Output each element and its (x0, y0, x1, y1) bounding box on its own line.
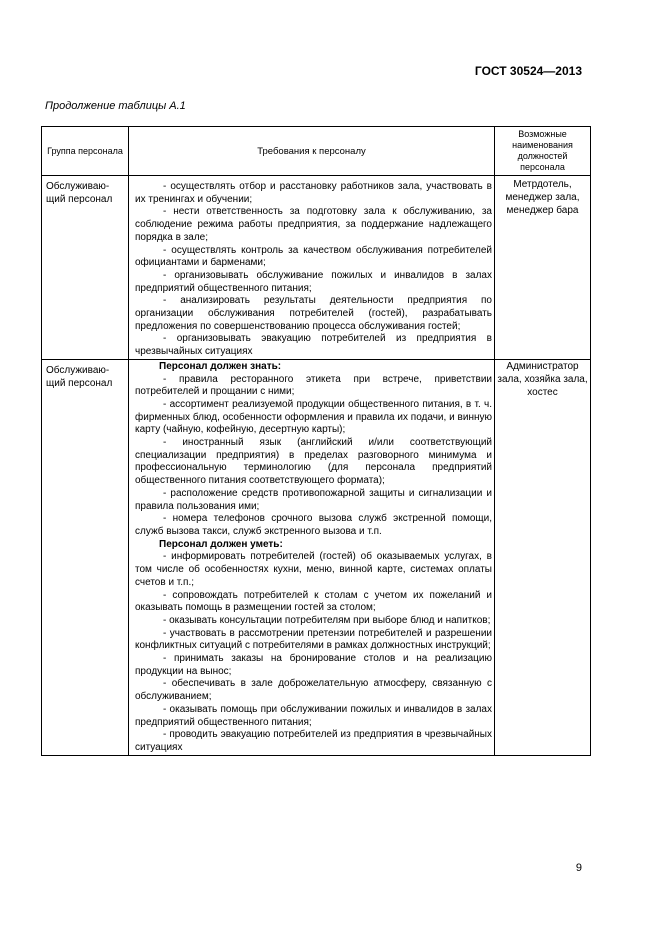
requirement-item: - принимать заказы на бронирование столов и на реализацию продукции на вынос; (135, 653, 492, 677)
table-row (42, 359, 591, 755)
requirement-item: - ассортимент реализуемой продукции общественного питания, в т. ч. фирменных блюд, особенности оформления и правила их подачи, и винную карту (чайную, кофейную, десертную карты); (135, 398, 492, 436)
requirement-item: - правила ресторанного этикета при встрече, приветствии потребителей и прощании с ними; (135, 373, 492, 398)
requirement-item: - иностранный язык (английский и/или соответствующий специализации предприятия) в пределах разговорного минимума и профессиональную терминологию (для персонала предприятий общественного питания соответствующего формата); (135, 437, 492, 487)
requirement-item: - оказывать помощь при обслуживании пожилых и инвалидов в залах предприятий общественного питания; (135, 703, 492, 728)
positions-cell: Администратор зала, хозяйка зала, хостес (495, 359, 591, 755)
page-number: 9 (575, 862, 582, 874)
requirement-item: - осуществлять контроль за качеством обслуживания потребителей официантами и барменами; (135, 244, 492, 269)
requirement-item: - осуществлять отбор и расстановку работников зала, участвовать в их тренингах и обучении; (135, 181, 492, 205)
requirement-item: - нести ответственность за подготовку зала к обслуживанию, за соблюдение режима работы предприятия, за поддержание надлежащего порядка в зале; (135, 206, 492, 243)
requirements-cell (129, 359, 495, 755)
column-header-requirements: Требования к персоналу (129, 127, 495, 176)
know-heading: Персонал должен знать: (159, 360, 282, 372)
column-header-positions: Возможные наименования должностей персонала (495, 127, 591, 176)
staff-group-cell: Обслуживаю-щий персонал (42, 176, 129, 360)
staff-group-cell: Обслуживаю-щий персонал (42, 359, 129, 755)
requirements-cell (129, 176, 495, 360)
requirement-item: - организовывать обслуживание пожилых и инвалидов в залах предприятий общественного питания; (135, 269, 492, 294)
requirement-item: - расположение средств противопожарной защиты и сигнализации и правила пользования ими; (135, 487, 492, 512)
requirement-item: - оказывать консультации потребителям при выборе блюд и напитков; (163, 614, 491, 626)
requirement-item: - организовывать эвакуацию потребителей из предприятия в чрезвычайных ситуациях (135, 333, 492, 358)
requirement-item: - информировать потребителей (гостей) об оказываемых услугах, в том числе об особенностях кухни, меню, винной карте, системах оплаты счетов и т.п.; (135, 551, 492, 588)
requirement-item: - анализировать результаты деятельности предприятия по организации обслуживания потребителей (гостей), разрабатывать предложения по совершенствованию процесса обслуживания гостей; (135, 295, 492, 332)
requirement-item: - номера телефонов срочного вызова служб экстренной помощи, служб вызова такси, служб экстренного вызова и т.п. (135, 513, 492, 537)
table-header-row (42, 127, 591, 176)
requirement-item: - сопровождать потребителей к столам с учетом их пожеланий и оказывать помощь в размещении гостей за столом; (135, 589, 492, 614)
table-row (42, 176, 591, 360)
able-heading: Персонал должен уметь: (159, 538, 283, 550)
column-header-group: Группа персонала (42, 127, 129, 176)
requirement-item: - обеспечивать в зале доброжелательную атмосферу, связанную с обслуживанием; (135, 678, 492, 703)
positions-cell: Метрдотель, менеджер зала, менеджер бара (495, 176, 591, 360)
requirement-item: - участвовать в рассмотрении претензии потребителей и разрешении конфликтных ситуаций с потребителями в рамках должностных инструкций; (135, 627, 492, 652)
table-caption: Продолжение таблицы А.1 (45, 100, 186, 112)
requirement-item: - проводить эвакуацию потребителей из предприятия в чрезвычайных ситуациях (135, 729, 492, 753)
standard-code: ГОСТ 30524—2013 (474, 64, 582, 78)
requirements-table (41, 126, 591, 756)
